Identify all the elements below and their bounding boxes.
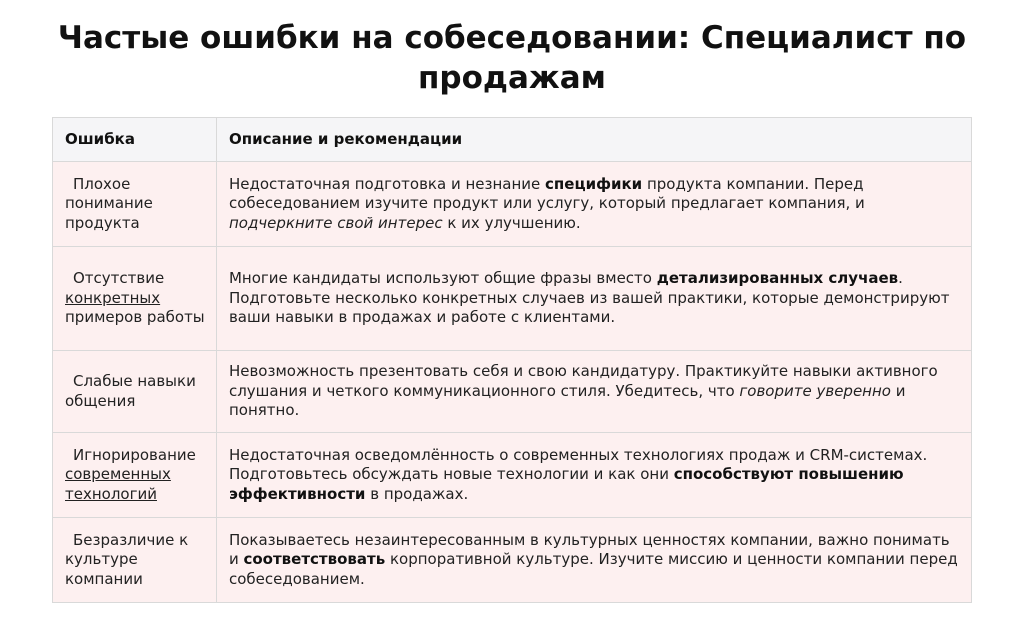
desc-text: в продажах. (365, 484, 469, 503)
desc-text: и понятно. (228, 381, 906, 420)
error-text: примеров работы (65, 308, 205, 327)
table-header-row (53, 118, 972, 162)
desc-bold: соответствовать (243, 550, 386, 569)
error-text: Плохое понимание продукта (65, 174, 153, 232)
table-row (53, 518, 972, 603)
page-title: Частые ошибки на собеседовании: Специалист по продажам (57, 20, 967, 96)
description-cell (216, 351, 971, 433)
description-cell (216, 518, 971, 603)
desc-text: . Подготовьте несколько конкретных случаев из вашей практики, которые демонстрируют ваши навыки в продажах и работе с клиентами. (228, 269, 950, 327)
description-cell (216, 247, 971, 351)
desc-text: Недостаточная осведомлённость о современных технологиях продаж и CRM-системах. Подготовьтесь обсуждать новые технологии и как они (228, 445, 928, 484)
desc-italic: подчеркните свой интерес (228, 213, 443, 232)
desc-text: продукта компании. Перед собеседованием изучите продукт или услугу, который предлагает компания, и (228, 174, 865, 213)
desc-bold: детализированных случаев (656, 269, 899, 288)
desc-bold: специфики (545, 174, 643, 193)
desc-italic: говорите уверенно (739, 381, 891, 400)
desc-text: корпоративной культуре. Изучите миссию и ценности компании перед собеседованием. (228, 550, 958, 588)
error-cell (53, 518, 217, 603)
errors-table (52, 117, 972, 603)
error-text: Слабые навыки общения (65, 372, 196, 410)
error-cell (53, 162, 217, 247)
table-row (53, 162, 972, 247)
error-cell (53, 351, 217, 433)
error-text: Отсутствие (73, 269, 165, 288)
desc-bold: способствуют повышению эффективности (228, 465, 904, 503)
error-text: Игнорирование (73, 445, 196, 464)
header-error: Ошибка (53, 118, 217, 162)
description-cell (216, 162, 971, 247)
desc-text: Невозможность презентовать себя и свою кандидатуру. Практикуйте навыки активного слушания и четкого коммуникационного стиля. Убедитесь, что (228, 362, 938, 400)
error-cell (53, 247, 217, 351)
header-description: Описание и рекомендации (216, 118, 971, 162)
error-underlined: современных технологий (65, 465, 171, 503)
desc-text: Многие кандидаты используют общие фразы вместо (228, 269, 657, 288)
error-cell (53, 433, 217, 518)
description-cell (216, 433, 971, 518)
table-row (53, 351, 972, 433)
desc-text: к их улучшению. (442, 213, 581, 232)
table-row (53, 433, 972, 518)
table-row (53, 247, 972, 351)
desc-text: Показываетесь незаинтересованным в культурных ценностях компании, важно понимать и (228, 530, 950, 569)
desc-text: Недостаточная подготовка и незнание (228, 174, 546, 193)
error-underlined: конкретных (65, 288, 161, 307)
error-text: Безразличие к культуре компании (65, 530, 189, 588)
